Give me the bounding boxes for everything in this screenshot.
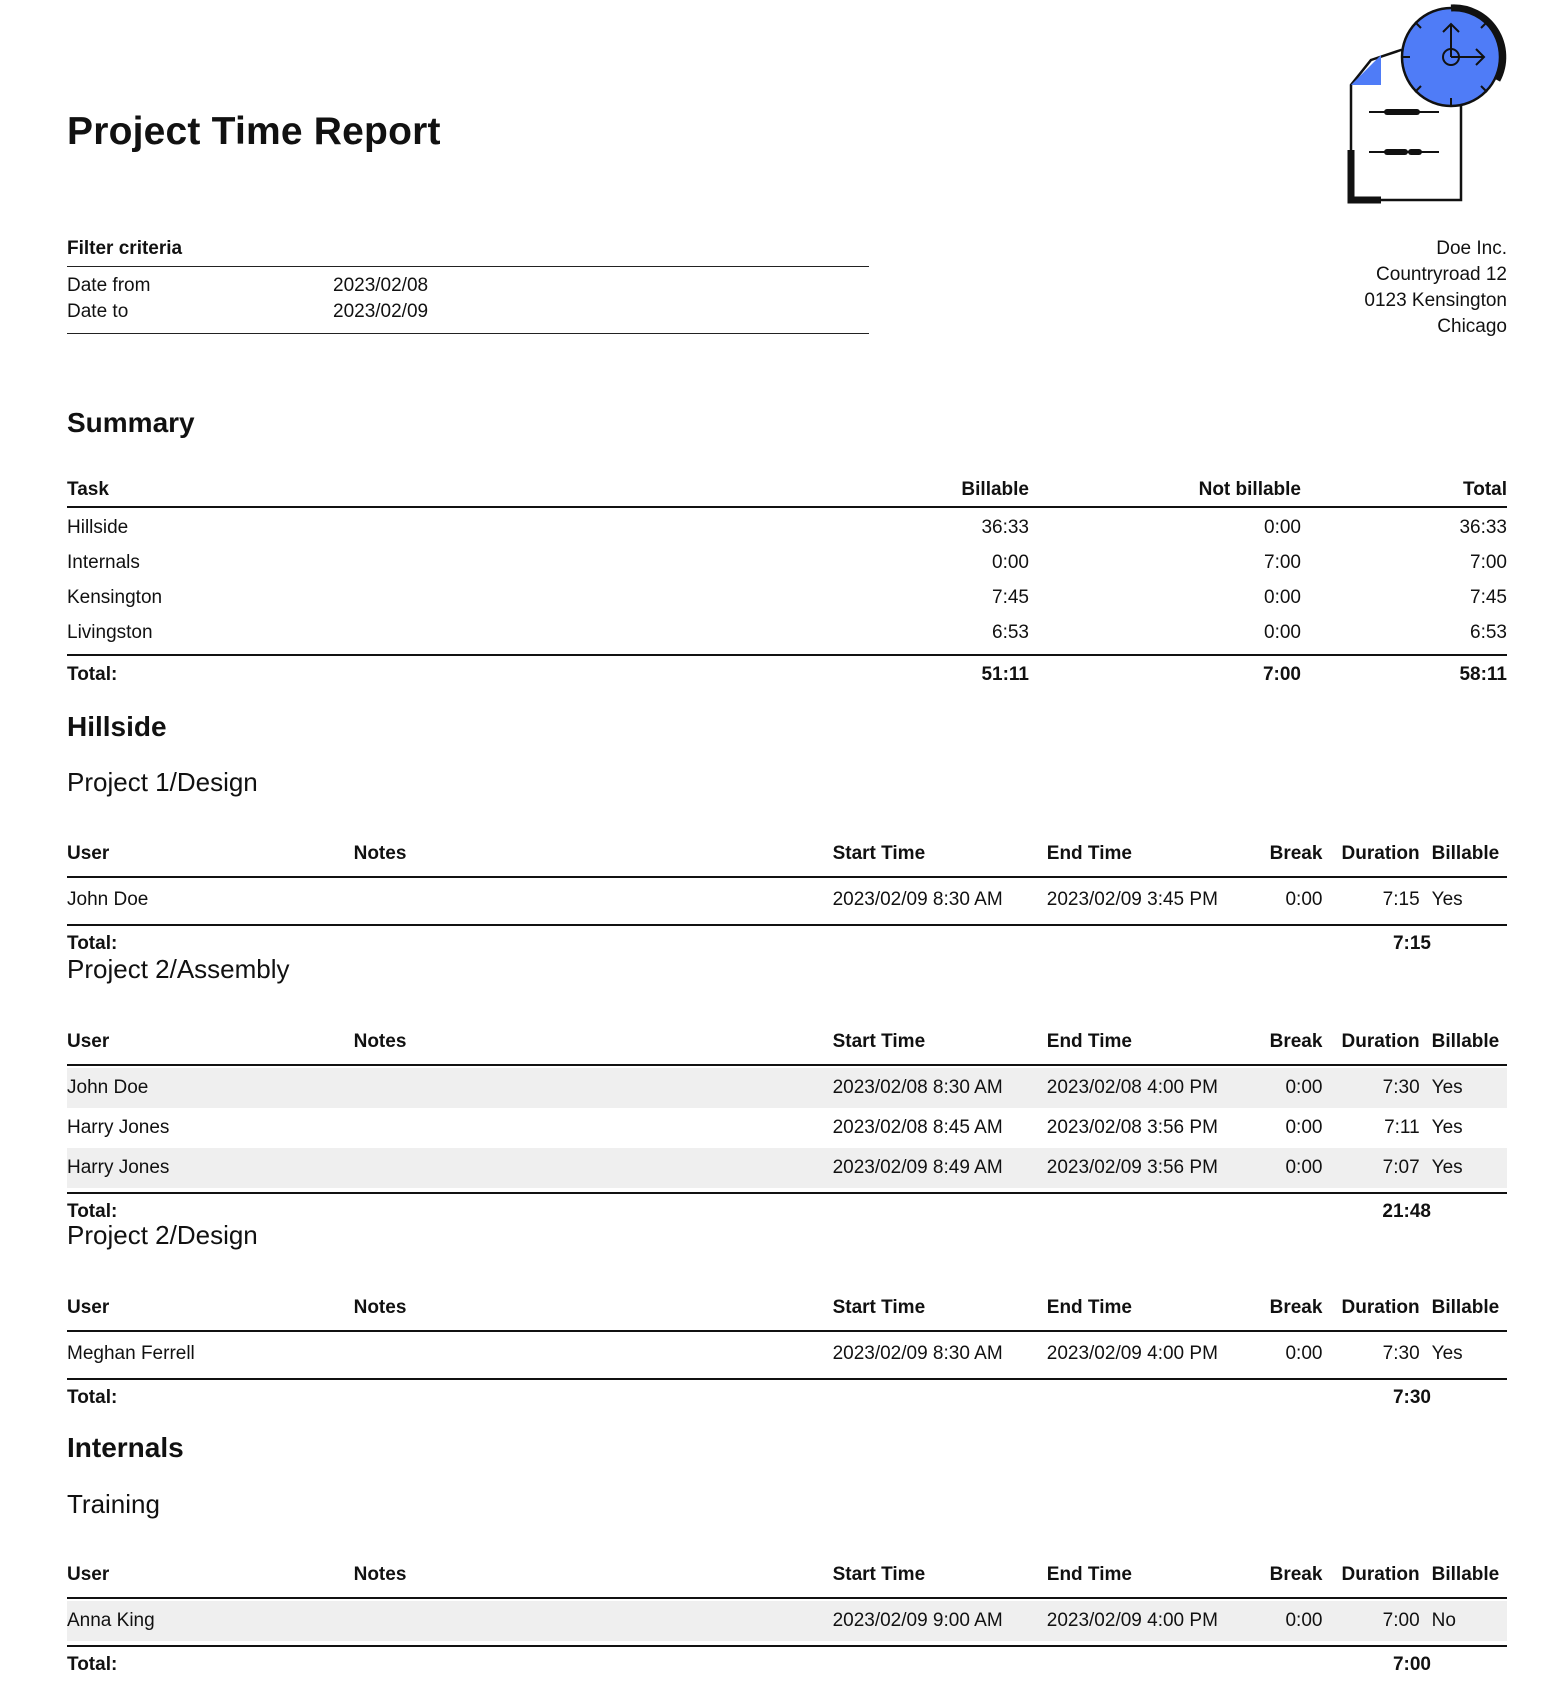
filter-row xyxy=(67,299,869,325)
total-cell: 36:33 xyxy=(1459,516,1507,538)
not-billable-cell: 0:00 xyxy=(1264,621,1301,643)
table-row xyxy=(67,1068,1507,1108)
column-header-end-time: End Time xyxy=(1046,1031,1132,1052)
address-city: Chicago xyxy=(1437,316,1507,337)
column-header-duration: Duration xyxy=(1341,1297,1420,1318)
filter-criteria xyxy=(67,238,869,334)
column-header-end-time: End Time xyxy=(1046,1564,1132,1585)
address-zip-city: 0123 Kensington xyxy=(1364,290,1507,311)
not-billable-cell: 7:00 xyxy=(1264,551,1301,573)
total-duration: 7:15 xyxy=(1392,933,1431,954)
column-header-billable: Billable xyxy=(1431,1031,1500,1052)
entries-table xyxy=(67,1553,1507,1683)
column-header-billable: Billable xyxy=(1431,843,1500,864)
column-header-notes: Notes xyxy=(353,1564,407,1585)
summary-total-not-billable: 7:00 xyxy=(1262,664,1301,685)
column-header-user: User xyxy=(67,1297,110,1318)
column-header-notes: Notes xyxy=(353,1297,407,1318)
total-cell: 6:53 xyxy=(1470,621,1507,643)
not-billable-cell: 0:00 xyxy=(1264,586,1301,608)
company-address xyxy=(1364,236,1507,340)
summary-header-row xyxy=(67,474,1507,508)
clock-document-icon xyxy=(1341,0,1511,210)
task-name-cell: Kensington xyxy=(67,586,163,608)
duration-cell: 7:30 xyxy=(1382,1077,1420,1098)
break-cell: 0:00 xyxy=(1285,1157,1323,1178)
user-cell: Anna King xyxy=(67,1610,155,1631)
column-header-break: Break xyxy=(1269,1297,1323,1318)
not-billable-cell: 0:00 xyxy=(1264,516,1301,538)
billable-cell: 0:00 xyxy=(992,551,1029,573)
column-header-notes: Notes xyxy=(353,1031,407,1052)
summary-row xyxy=(67,510,1507,545)
summary-total-total: 58:11 xyxy=(1459,664,1507,685)
summary-table xyxy=(67,474,1507,694)
user-cell: Meghan Ferrell xyxy=(67,1343,195,1364)
column-header-break: Break xyxy=(1269,1564,1323,1585)
project-heading: Training xyxy=(67,1489,160,1519)
end-time-cell: 2023/02/09 4:00 PM xyxy=(1046,1343,1218,1364)
user-cell: Harry Jones xyxy=(67,1157,170,1178)
total-duration: 21:48 xyxy=(1382,1201,1431,1222)
summary-row xyxy=(67,580,1507,615)
group-heading-internals: Internals xyxy=(67,1432,184,1463)
task-name-cell: Internals xyxy=(67,551,140,573)
start-time-cell: 2023/02/08 8:45 AM xyxy=(832,1117,1003,1138)
column-header-total: Total xyxy=(1463,479,1507,500)
task-name-cell: Hillside xyxy=(67,516,129,538)
user-cell: John Doe xyxy=(67,889,149,910)
entries-body xyxy=(67,1332,1507,1380)
total-duration: 7:30 xyxy=(1392,1387,1431,1408)
break-cell: 0:00 xyxy=(1285,1610,1323,1631)
end-time-cell: 2023/02/08 3:56 PM xyxy=(1046,1117,1218,1138)
total-duration: 7:00 xyxy=(1392,1654,1431,1675)
total-label: Total: xyxy=(67,1201,118,1222)
summary-row xyxy=(67,615,1507,650)
column-header-end-time: End Time xyxy=(1046,843,1132,864)
column-header-billable: Billable xyxy=(1431,1564,1500,1585)
filter-label: Date to xyxy=(67,301,129,322)
end-time-cell: 2023/02/08 4:00 PM xyxy=(1046,1077,1218,1098)
column-header-billable: Billable xyxy=(961,479,1029,500)
total-label: Total: xyxy=(67,933,118,954)
column-header-break: Break xyxy=(1269,1031,1323,1052)
billable-cell: Yes xyxy=(1431,1077,1463,1098)
entries-body xyxy=(67,878,1507,926)
start-time-cell: 2023/02/09 8:49 AM xyxy=(832,1157,1003,1178)
end-time-cell: 2023/02/09 3:56 PM xyxy=(1046,1157,1218,1178)
entries-table xyxy=(67,1020,1507,1230)
column-header-end-time: End Time xyxy=(1046,1297,1132,1318)
user-cell: John Doe xyxy=(67,1077,149,1098)
company-name: Doe Inc. xyxy=(1436,238,1507,259)
billable-cell: Yes xyxy=(1431,1343,1463,1364)
filter-heading: Filter criteria xyxy=(67,238,869,267)
table-row xyxy=(67,1148,1507,1188)
table-row xyxy=(67,1108,1507,1148)
filter-label: Date from xyxy=(67,275,151,296)
column-header-duration: Duration xyxy=(1341,1031,1420,1052)
break-cell: 0:00 xyxy=(1285,1343,1323,1364)
entries-header-row xyxy=(67,1020,1507,1066)
duration-cell: 7:00 xyxy=(1382,1610,1420,1631)
column-header-start-time: Start Time xyxy=(832,843,926,864)
column-header-user: User xyxy=(67,1031,110,1052)
entries-body xyxy=(67,1066,1507,1194)
end-time-cell: 2023/02/09 3:45 PM xyxy=(1046,889,1218,910)
column-header-user: User xyxy=(67,1564,110,1585)
summary-total-label: Total: xyxy=(67,664,118,685)
total-label: Total: xyxy=(67,1387,118,1408)
billable-cell: Yes xyxy=(1431,1117,1463,1138)
duration-cell: 7:30 xyxy=(1382,1343,1420,1364)
column-header-duration: Duration xyxy=(1341,843,1420,864)
table-row xyxy=(67,1601,1507,1641)
column-header-task: Task xyxy=(67,479,109,500)
duration-cell: 7:11 xyxy=(1384,1117,1420,1138)
project-heading: Project 2/Assembly xyxy=(67,954,290,984)
column-header-break: Break xyxy=(1269,843,1323,864)
column-header-billable: Billable xyxy=(1431,1297,1500,1318)
billable-cell: Yes xyxy=(1431,1157,1463,1178)
entries-total-row xyxy=(67,1380,1507,1416)
start-time-cell: 2023/02/09 9:00 AM xyxy=(832,1610,1003,1631)
address-street: Countryroad 12 xyxy=(1376,264,1507,285)
page-title: Project Time Report xyxy=(67,110,441,153)
column-header-duration: Duration xyxy=(1341,1564,1420,1585)
end-time-cell: 2023/02/09 4:00 PM xyxy=(1046,1610,1218,1631)
column-header-start-time: Start Time xyxy=(832,1031,926,1052)
summary-row xyxy=(67,545,1507,580)
start-time-cell: 2023/02/09 8:30 AM xyxy=(832,1343,1003,1364)
total-label: Total: xyxy=(67,1654,118,1675)
filter-value: 2023/02/09 xyxy=(333,301,429,322)
column-header-not-billable: Not billable xyxy=(1198,479,1301,500)
billable-cell: 36:33 xyxy=(981,516,1029,538)
total-cell: 7:00 xyxy=(1470,551,1507,573)
entries-table xyxy=(67,1286,1507,1416)
billable-cell: 7:45 xyxy=(992,586,1029,608)
column-header-start-time: Start Time xyxy=(832,1564,926,1585)
billable-cell: Yes xyxy=(1431,889,1463,910)
column-header-notes: Notes xyxy=(353,843,407,864)
break-cell: 0:00 xyxy=(1285,1077,1323,1098)
table-row xyxy=(67,880,1507,920)
start-time-cell: 2023/02/09 8:30 AM xyxy=(832,889,1003,910)
summary-heading: Summary xyxy=(67,407,195,438)
summary-total-row xyxy=(67,656,1507,694)
filter-value: 2023/02/08 xyxy=(333,275,429,296)
group-heading-hillside: Hillside xyxy=(67,711,167,742)
entries-header-row xyxy=(67,1286,1507,1332)
column-header-user: User xyxy=(67,843,110,864)
billable-cell: 6:53 xyxy=(992,621,1029,643)
project-heading: Project 1/Design xyxy=(67,767,258,797)
project-heading: Project 2/Design xyxy=(67,1220,258,1250)
break-cell: 0:00 xyxy=(1285,1117,1323,1138)
entries-header-row xyxy=(67,1553,1507,1599)
billable-cell: No xyxy=(1431,1610,1456,1631)
total-cell: 7:45 xyxy=(1470,586,1507,608)
break-cell: 0:00 xyxy=(1285,889,1323,910)
table-row xyxy=(67,1334,1507,1374)
entries-body xyxy=(67,1599,1507,1647)
duration-cell: 7:15 xyxy=(1382,889,1420,910)
entries-table xyxy=(67,832,1507,962)
task-name-cell: Livingston xyxy=(67,621,153,643)
user-cell: Harry Jones xyxy=(67,1117,170,1138)
column-header-start-time: Start Time xyxy=(832,1297,926,1318)
entries-total-row xyxy=(67,1647,1507,1683)
filter-row xyxy=(67,273,869,299)
summary-total-billable: 51:11 xyxy=(981,664,1029,685)
duration-cell: 7:07 xyxy=(1382,1157,1420,1178)
start-time-cell: 2023/02/08 8:30 AM xyxy=(832,1077,1003,1098)
entries-total-row xyxy=(67,1194,1507,1230)
entries-header-row xyxy=(67,832,1507,878)
